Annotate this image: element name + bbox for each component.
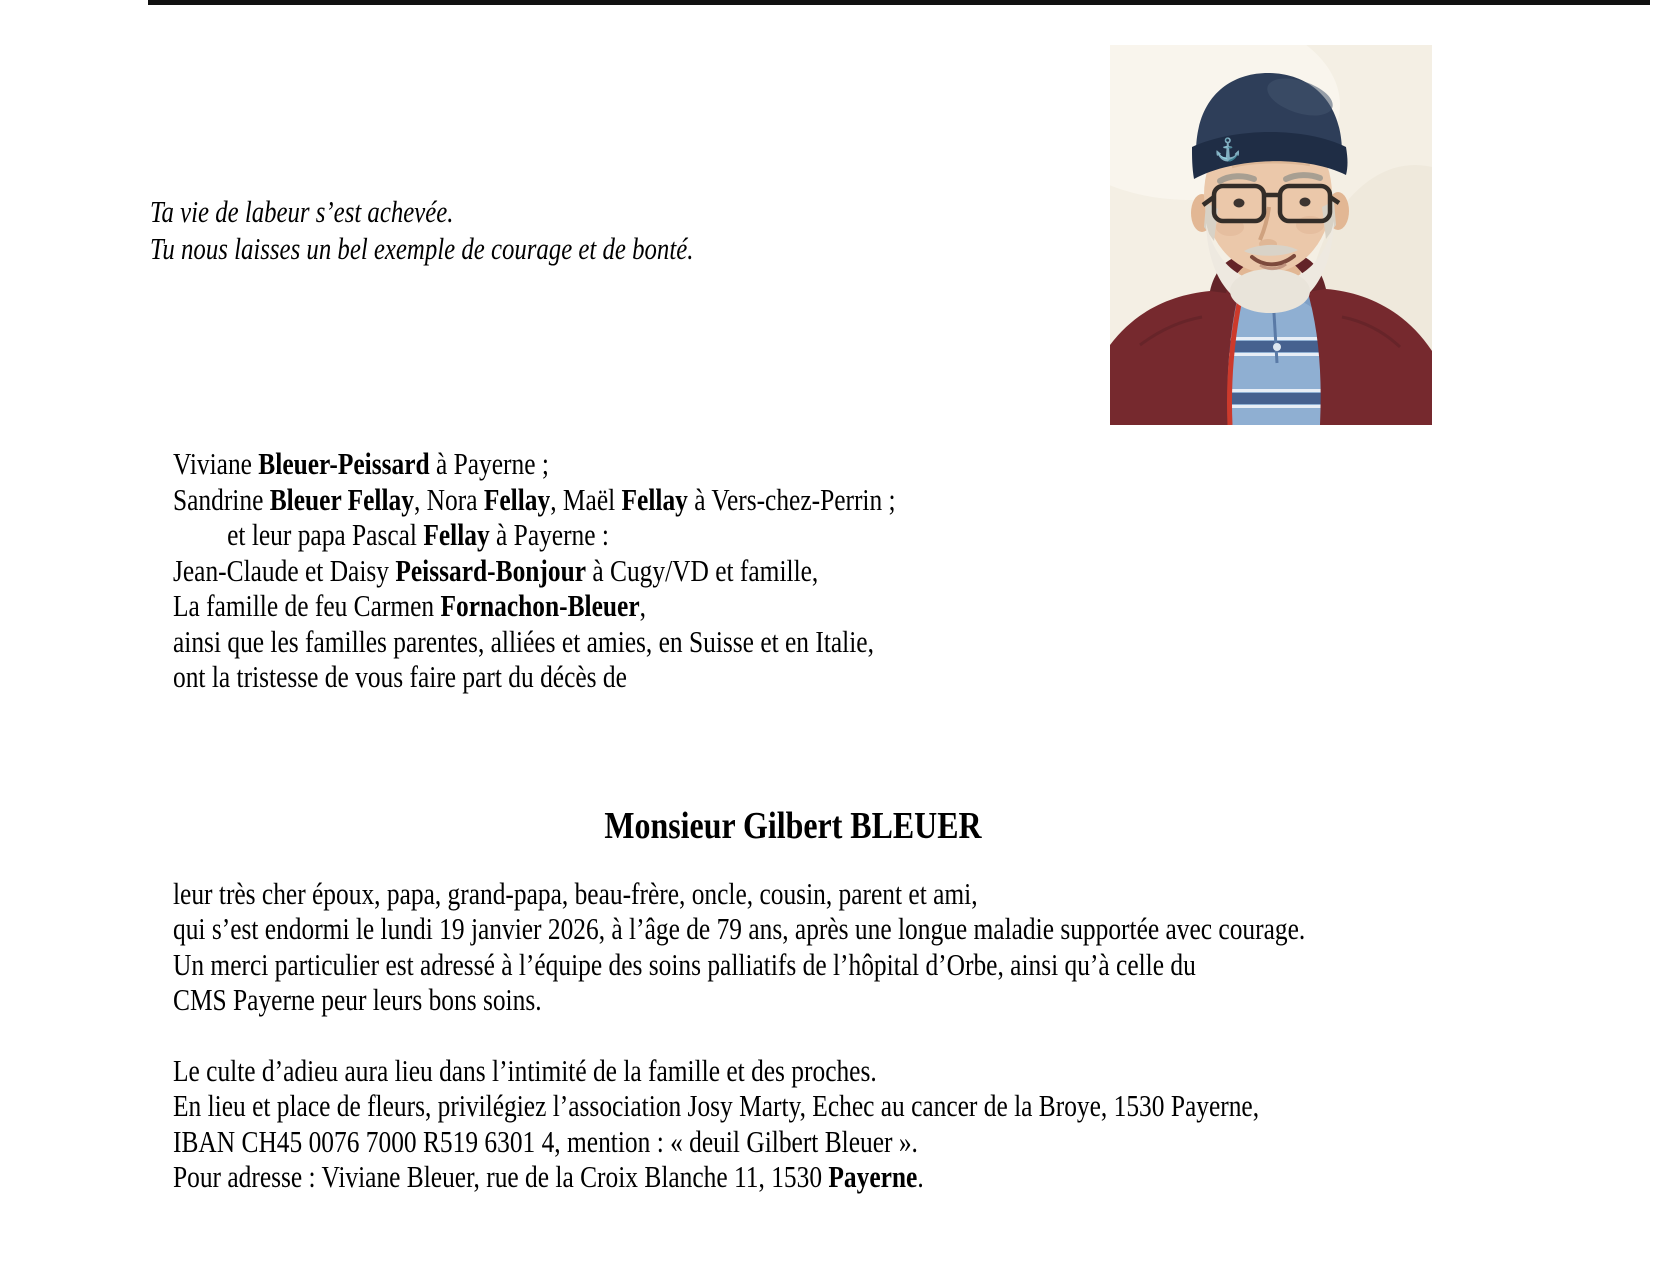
portrait-photo <box>1110 45 1432 425</box>
top-border-rule <box>148 0 1650 5</box>
memorial-line-3: Un merci particulier est adressé à l’équipe des soins palliatifs de l’hôpital d’Orbe, ainsi qu’à celle du <box>173 946 1196 982</box>
ceremony-line-2: En lieu et place de fleurs, privilégiez l’association Josy Marty, Echec au cancer de la Broye, 1530 Payerne, <box>173 1088 1260 1124</box>
polo-button <box>1273 343 1281 351</box>
family-line-3: et leur papa Pascal Fellay à Payerne : <box>227 517 609 552</box>
memorial-line-2: qui s’est endormi le lundi 19 janvier 2026, à l’âge de 79 ans, après une longue maladie supportée avec courage. <box>173 911 1306 947</box>
family-line-5: La famille de feu Carmen Fornachon-Bleuer, <box>173 588 646 623</box>
ceremony-line-1: Le culte d’adieu aura lieu dans l’intimité de la famille et des proches. <box>173 1053 877 1088</box>
ceremony-paragraph <box>173 1053 1259 1194</box>
right-eye <box>1300 198 1311 207</box>
memorial-line-1: leur très cher époux, papa, grand-papa, beau-frère, oncle, cousin, parent et ami, <box>173 876 978 911</box>
family-line-7: ont la tristesse de vous faire part du décès de <box>173 659 627 694</box>
family-line-6: ainsi que les familles parentes, alliées et amies, en Suisse et en Italie, <box>173 623 874 659</box>
ceremony-line-3: IBAN CH45 0076 7000 R519 6301 4, mention : « deuil Gilbert Bleuer ». <box>173 1123 918 1159</box>
family-line-1: Viviane Bleuer-Peissard à Payerne ; <box>173 446 549 481</box>
left-eye <box>1234 199 1245 208</box>
epigraph-line-2: Tu nous laisses un bel exemple de courage et de bonté. <box>150 231 694 266</box>
epigraph-line-1: Ta vie de labeur s’est achevée. <box>150 194 454 229</box>
family-announcement-block <box>173 446 896 695</box>
ceremony-line-4: Pour adresse : Viviane Bleuer, rue de la Croix Blanche 11, 1530 Payerne. <box>173 1158 924 1194</box>
epigraph-block <box>150 193 693 267</box>
memorial-paragraph <box>173 876 1305 1017</box>
memorial-line-4: CMS Payerne peur leurs bons soins. <box>173 981 542 1017</box>
family-line-2: Sandrine Bleuer Fellay, Nora Fellay, Maël Fellay à Vers-chez-Perrin ; <box>173 481 896 517</box>
family-line-4: Jean-Claude et Daisy Peissard-Bonjour à Cugy/VD et famille, <box>173 552 819 588</box>
deceased-name-title: Monsieur Gilbert BLEUER <box>604 805 982 847</box>
anchor-icon: ⚓ <box>1214 137 1242 162</box>
